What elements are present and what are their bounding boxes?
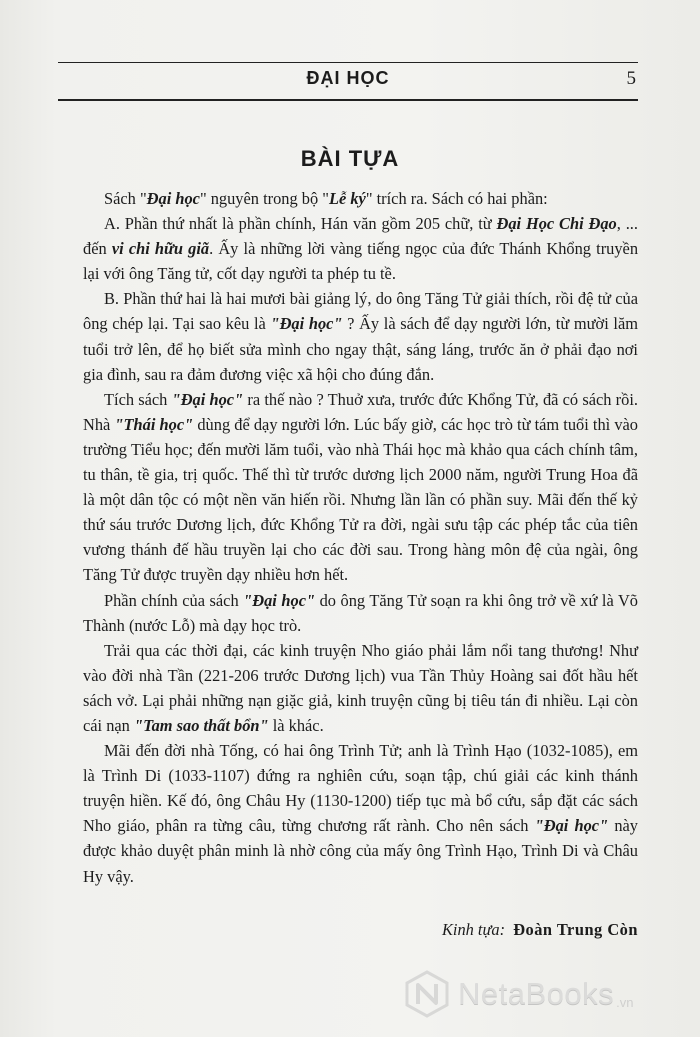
running-title: ĐẠI HỌC: [306, 68, 390, 88]
paragraph: [83, 286, 638, 386]
paragraph: [83, 638, 638, 738]
text-run: ? Ấy là sách để dạy người lớn, từ mười lăm tuổi trở lên, để họ biết sửa mình cho ngay thật, sáng láng, trước ăn ở phải đạo nơi gia đình, sau ra đảm đương việc xã hội cho đúng đắn.: [83, 314, 638, 384]
emphasis-text: Đại học: [146, 189, 200, 208]
text-run: do ông Tăng Tử soạn ra khi ông trở về xứ là Võ Thành (nước Lỗ) mà dạy học trò.: [83, 590, 638, 635]
text-run: Tích sách: [104, 389, 172, 409]
text-run: dùng để dạy người lớn. Lúc bấy giờ, các học trò từ tám tuổi thì vào trường Tiểu học; đến mười lăm tuổi, vào nhà Thái học mà khảo qua cách chính tâm, tu thân, tề gia, trị quốc. Thế thì từ trước dương lịch 2000 năm, người Trung Hoa đã là một dân tộc có một nền văn hiến rồi. Nhưng lần lần có phần suy. Mãi đến thế kỷ thứ sáu trước Dương lịch, đức Khổng Tử ra đời, ngài sưu tập các phép tắc của tiên vương thánh đế hầu truyền lại cho các đời sau. Trong hàng môn đệ của ngài, ông Tăng Tử được truyền dạy nhiều hơn hết.: [83, 414, 638, 585]
text-run: " trích ra. Sách có hai phần:: [365, 189, 548, 208]
text-run: B. Phần thứ hai là hai mươi bài giảng lý, do ông Tăng Tử giải thích, rồi đệ tử của ông chép lại. Tại sao kêu là: [83, 289, 638, 334]
text-run: là khác.: [268, 715, 324, 735]
text-run: . Ấy là những lời vàng tiếng ngọc của đức Thánh Khổng truyền lại với ông Tăng tử, cốt dạy người ta phép tu tề.: [83, 239, 639, 284]
body-text: [83, 186, 638, 889]
header-rule-top: [58, 62, 638, 63]
emphasis-text: "Đại học": [171, 389, 244, 409]
paragraph: [83, 186, 638, 211]
watermark-suffix: .vn: [616, 995, 634, 1010]
chapter-title: BÀI TỰA: [300, 146, 400, 171]
paragraph: [83, 588, 638, 638]
emphasis-text: "Đại học": [270, 314, 343, 334]
emphasis-text: "Tam sao thất bổn": [133, 715, 269, 735]
watermark: [404, 964, 694, 1024]
signature-author: Đoàn Trung Còn: [513, 920, 638, 939]
paragraph: [83, 738, 638, 889]
header-rule-bottom: [58, 99, 638, 101]
text-run: Mãi đến đời nhà Tống, có hai ông Trình Tử; anh là Trình Hạo (1032-1085), em là Trình Di (1033-1107) đứng ra nghiên cứu, soạn tập, chú giải các kinh thánh truyện hiền. Kế đó, ông Châu Hy (1130-1200) tiếp tục mà bổ cứu, sắp đặt các sách Nho giáo, phân ra từng câu, từng chương rất rành. Cho nên sách: [83, 741, 638, 836]
paragraph: [83, 211, 638, 286]
text-run: ra thế nào ? Thuở xưa, trước đức Khổng Tử, đã có sách rồi. Nhà: [83, 389, 638, 434]
emphasis-text: "Đại học": [243, 590, 316, 610]
text-run: Trải qua các thời đại, các kinh truyện Nho giáo phải lắm nổi tang thương! Như vào đời nhà Tần (221-206 trước Dương lịch) vua Tần Thủy Hoàng sai đốt hầu hết sách vở. Lại phải những nạn giặc giả, kinh truyện cũng bị tiêu tán đi nhiều. Lại còn cái nạn: [83, 640, 638, 735]
emphasis-text: vi chi hữu giã: [111, 239, 210, 259]
text-run: " nguyên trong bộ ": [199, 189, 329, 208]
emphasis-text: Đại Học Chi Đạo: [496, 214, 617, 234]
text-run: này được khảo duyệt phân minh là nhờ công của mấy ông Trình Hạo, Trình Di và Châu Hy vậy.: [83, 816, 638, 886]
signature-label: Kinh tựa:: [441, 920, 506, 939]
watermark-brand: NetaBooks: [458, 976, 615, 1011]
emphasis-text: "Thái học": [114, 414, 194, 434]
paragraph: [83, 387, 638, 588]
page-number: 5: [626, 68, 636, 89]
emphasis-text: "Đại học": [534, 816, 609, 836]
text-run: , ... đến: [83, 214, 638, 259]
signature: [83, 920, 638, 940]
text-run: A. Phần thứ nhất là phần chính, Hán văn gồm 205 chữ, từ: [104, 214, 497, 234]
emphasis-text: Lễ ký: [328, 189, 366, 208]
netabooks-logo-icon: [404, 970, 450, 1018]
text-run: Phần chính của sách: [104, 590, 244, 610]
text-run: Sách ": [104, 189, 147, 208]
